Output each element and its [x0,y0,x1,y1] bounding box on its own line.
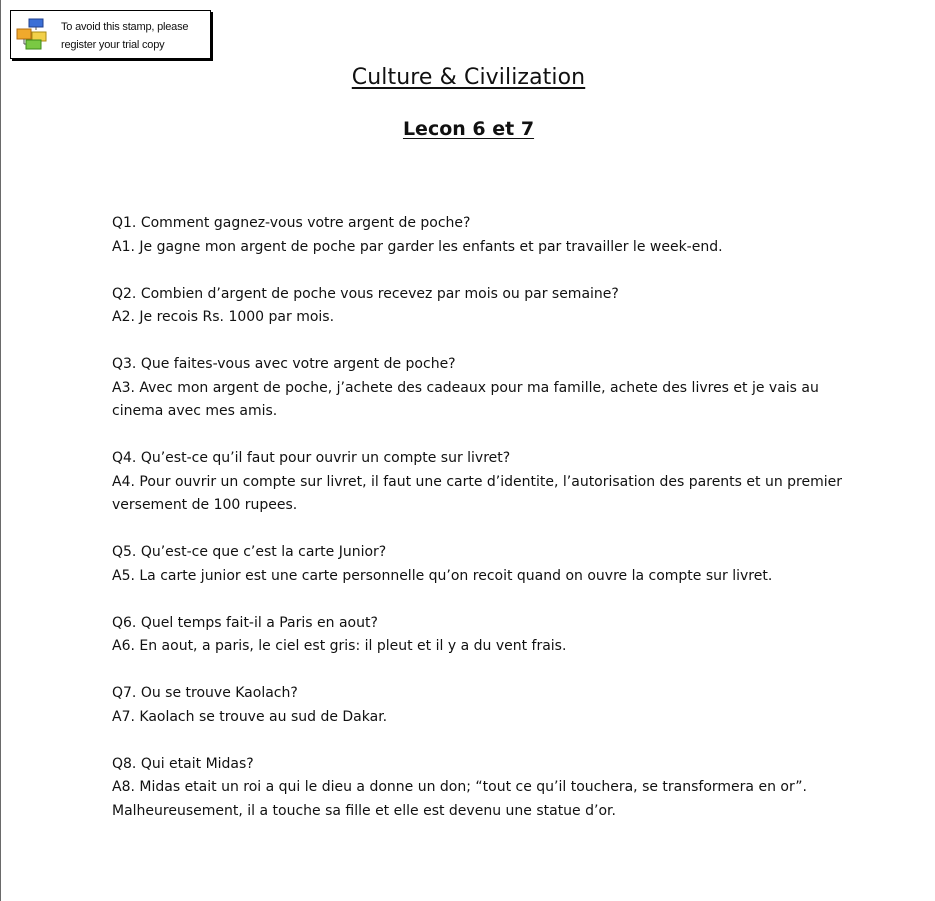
qa-item-1 [112,212,832,259]
answer-4-continued: versement de 100 rupees. [112,497,298,513]
question-1: Q1. Comment gagnez-vous votre argent de poche? [112,215,471,231]
answer-6: A6. En aout, a paris, le ciel est gris: il pleut et il y a du vent frais. [112,638,567,654]
trial-stamp-line-2: register your trial copy [61,39,165,51]
answer-3: A3. Avec mon argent de poche, j’achete des cadeaux pour ma famille, achete des livres et je vais au [112,379,819,396]
question-5: Q5. Qu’est-ce que c’est la carte Junior? [112,544,387,560]
question-2: Q2. Combien d’argent de poche vous recevez par mois ou par semaine? [112,285,619,302]
qa-item-4 [112,447,843,518]
answer-7: A7. Kaolach se trouve au sud de Dakar. [112,708,388,725]
question-6: Q6. Quel temps fait-il a Paris en aout? [112,614,378,631]
qa-item-6 [112,612,832,659]
qa-item-2 [112,283,832,330]
trial-stamp-text [61,18,205,54]
answer-8: A8. Midas etait un roi a qui le dieu a donne un don; “tout ce qu’il touchera, se transformera en or”. [112,779,808,795]
question-3: Q3. Que faites-vous avec votre argent de poche? [112,356,456,372]
answer-2: A2. Je recois Rs. 1000 par mois. [112,309,335,325]
qa-item-5 [112,541,832,588]
qa-item-8 [112,753,832,824]
answer-8-continued: Malheureusement, il a touche sa fille et elle est devenu une statue d’or. [112,802,616,819]
network-diagram-icon [16,18,47,50]
question-4: Q4. Qu’est-ce qu’il faut pour ouvrir un compte sur livret? [112,450,511,466]
question-7: Q7. Ou se trouve Kaolach? [112,685,298,701]
answer-5: A5. La carte junior est une carte personnelle qu’on recoit quand on ouvre la compte sur livret. [112,567,773,584]
qa-item-7 [112,682,832,729]
qa-list [112,212,843,847]
trial-stamp [10,10,211,59]
answer-1: A1. Je gagne mon argent de poche par garder les enfants et par travailler le week-end. [112,238,723,255]
document-title: Culture & Civilization [351,65,586,90]
document-subtitle: Lecon 6 et 7 [402,118,535,140]
answer-4: A4. Pour ouvrir un compte sur livret, il faut une carte d’identite, l’autorisation des parents et un premier [112,473,843,490]
qa-item-3 [112,353,832,424]
trial-stamp-line-1: To avoid this stamp, please [61,21,189,33]
answer-3-continued: cinema avec mes amis. [112,403,278,419]
question-8: Q8. Qui etait Midas? [112,755,254,772]
